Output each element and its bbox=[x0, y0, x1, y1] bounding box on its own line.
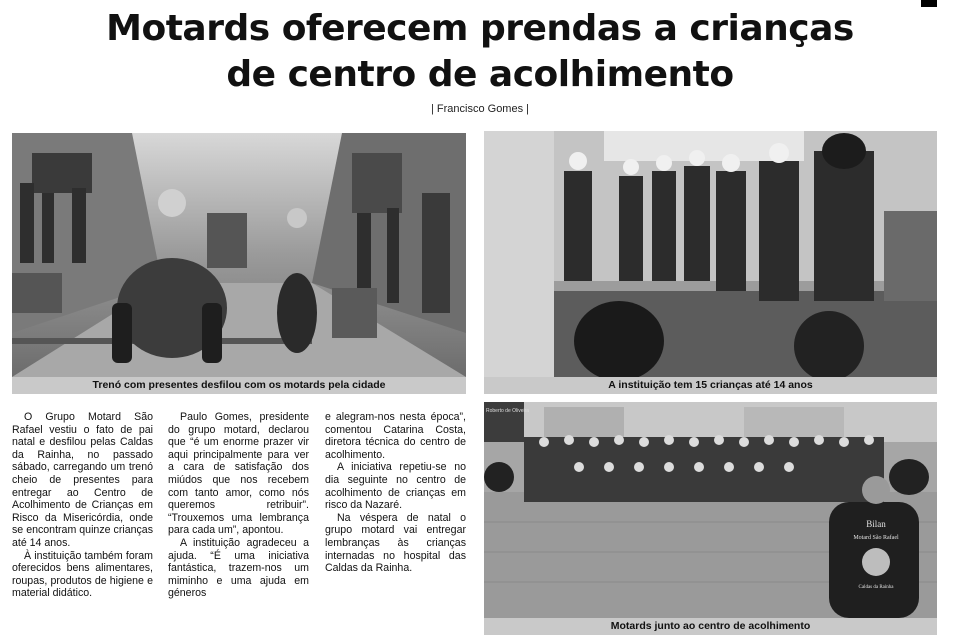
children-photo bbox=[484, 131, 937, 377]
paragraph: O Grupo Motard São Rafael vestiu o fato de pai natal e desfilou pelas Caldas da Rainha, no passado sábado, carregando um trenó cheio de presentes para entregar ao Centro de Acolhimento de Crianças em Risco da Misericórdia, onde se encontram quinze crianças até 14 anos. bbox=[12, 411, 153, 549]
group-photo bbox=[484, 402, 937, 618]
parade-caption: Trenó com presentes desfilou com os motards pela cidade bbox=[12, 377, 466, 394]
text-column-3 bbox=[325, 411, 466, 575]
paragraph: A instituição agradeceu a ajuda. “É uma iniciativa fantástica, trazem-nos um miminho e uma ajuda em géneros bbox=[168, 536, 309, 600]
paragraph: Paulo Gomes, presidente do grupo motard, declarou que “é um enorme prazer vir aqui principalmente para ver a cara de satisfação dos miúdos que nos recebem com tanto amor, como nós queremos retribuir”. “Trouxemos uma lembrança para cada um”, apontou. bbox=[168, 411, 309, 537]
paragraph: À instituição também foram oferecidos bens alimentares, roupas, produtos de higiene e material didático. bbox=[12, 549, 153, 600]
author-byline: | Francisco Gomes | bbox=[430, 103, 530, 115]
vest-text-bottom: Caldas da Rainha bbox=[858, 585, 894, 590]
paragraph: Na véspera de natal o grupo motard vai entregar lembranças às crianças internadas no hospital das Caldas da Rainha. bbox=[325, 511, 466, 575]
vest-text-top: Bilan bbox=[866, 519, 886, 529]
group-caption: Motards junto ao centro de acolhimento bbox=[484, 618, 937, 635]
paragraph: A iniciativa repetiu-se no dia seguinte no centro de acolhimento de crianças em risco da Nazaré. bbox=[325, 461, 466, 512]
parade-photo-illustration bbox=[12, 133, 466, 377]
title-line-1: Motards oferecem prendas a crianças bbox=[106, 8, 854, 49]
text-column-2 bbox=[168, 411, 309, 600]
article-title bbox=[0, 6, 960, 98]
vest-text-mid: Motard São Rafael bbox=[853, 535, 899, 541]
parade-photo bbox=[12, 133, 466, 377]
children-caption: A instituição tem 15 crianças até 14 anos bbox=[484, 377, 937, 394]
title-line-2: de centro de acolhimento bbox=[226, 54, 734, 95]
group-photo-illustration bbox=[484, 402, 937, 618]
children-photo-illustration bbox=[484, 131, 937, 377]
text-column-1 bbox=[12, 411, 153, 600]
paragraph: e alegram-nos nesta época”, comentou Catarina Costa, diretora técnica do centro de acolhimento. bbox=[325, 411, 466, 461]
shop-sign: Roberto de Oliveira bbox=[486, 408, 530, 414]
